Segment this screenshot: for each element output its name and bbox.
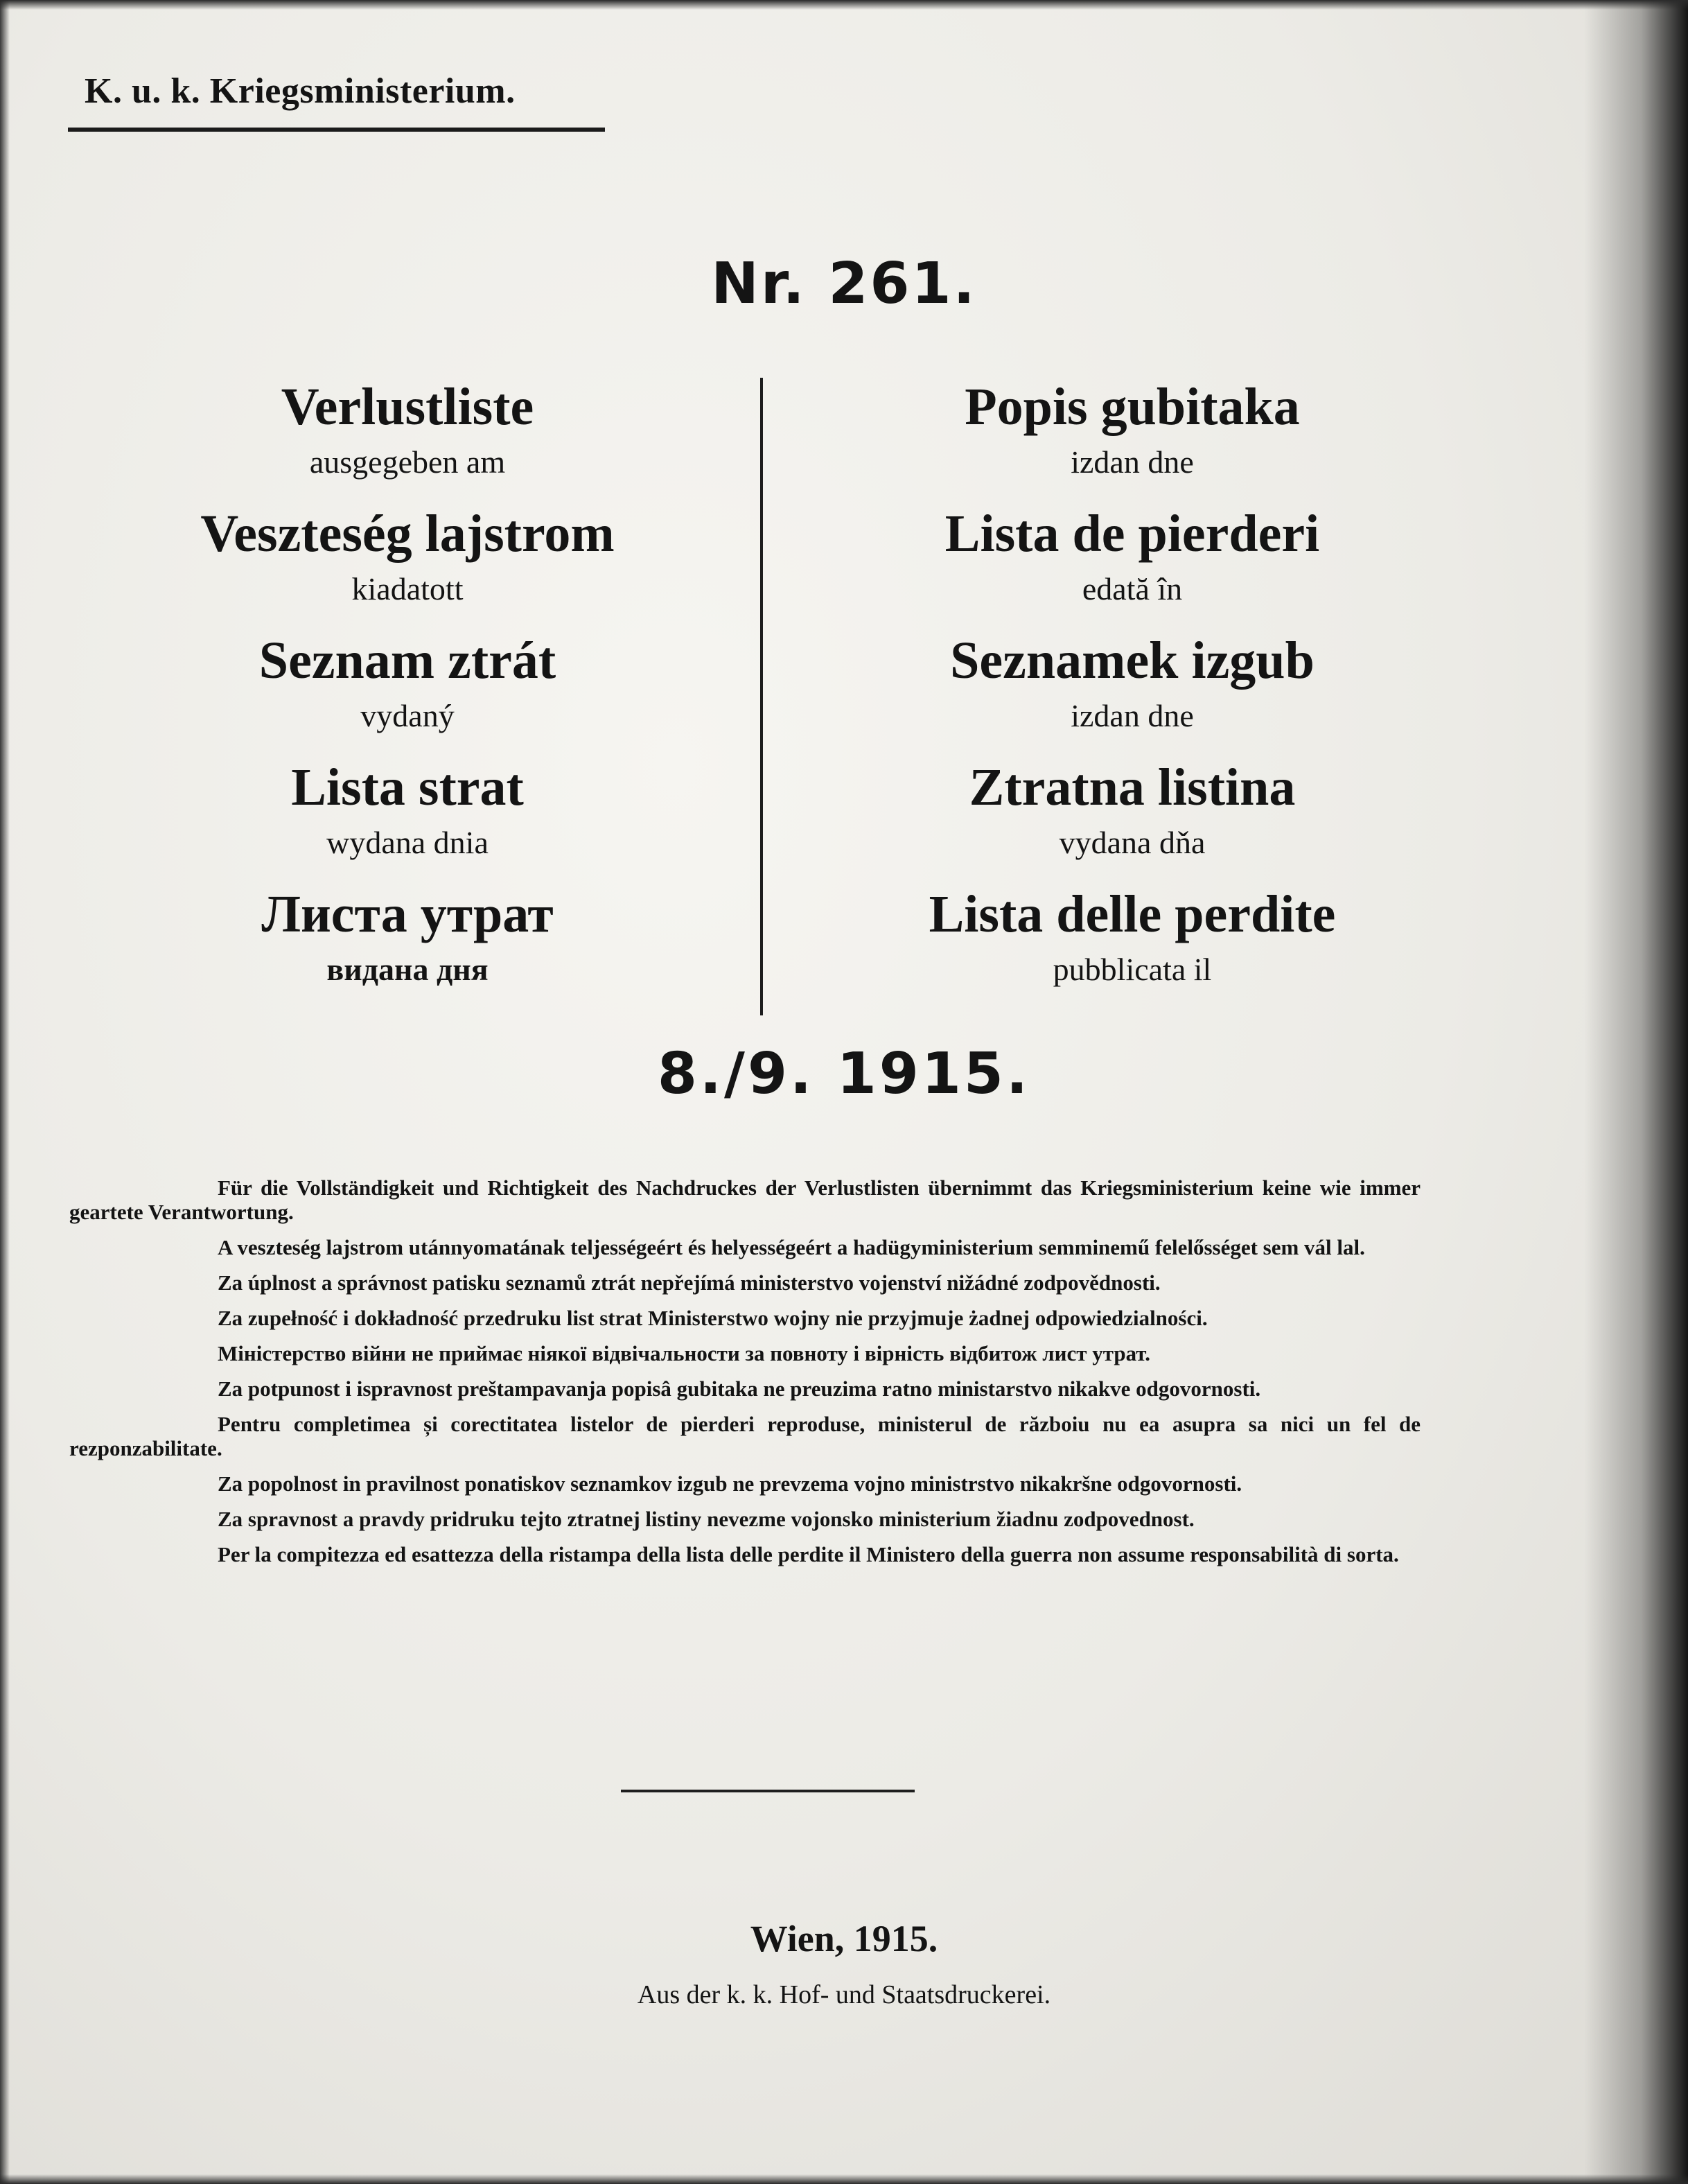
subtitle-german: ausgegeben am: [309, 444, 506, 480]
footer-divider: [621, 1790, 915, 1792]
title-block-polish: [96, 755, 719, 882]
ministry-header: K. u. k. Kriegsministerium.: [85, 71, 516, 111]
subtitle-croatian: izdan dne: [1071, 444, 1194, 480]
title-italian: Lista delle perdite: [929, 885, 1336, 943]
disclaimer-slovak: Za spravnost a pravdy pridruku tejto ztratnej listiny nevezme vojonsko ministerium žiadnu zodpovednost.: [218, 1507, 1195, 1531]
disclaimer-polish: Za zupełność i dokładność przedruku list strat Ministerstwo wojny nie przyjmuje żadnej odpowiedzialności.: [218, 1306, 1208, 1330]
issue-number: Nr. 261.: [711, 251, 977, 317]
header-underline: [68, 128, 605, 132]
scan-edge-bottom: [0, 2174, 1688, 2184]
disclaimer-romanian: Pentru completimea și corectitatea listelor de pierderi reproduse, ministerul de războiu nu ea asupra sa nici un fel de rezponzabilitate.: [69, 1412, 1421, 1460]
title-block-croatian: [820, 374, 1444, 501]
disclaimer-section: [69, 1176, 1421, 1578]
subtitle-ukrainian: видана дня: [326, 952, 489, 987]
title-block-czech: [96, 628, 719, 755]
title-slovene: Seznamek izgub: [950, 631, 1315, 690]
imprint-place-year: Wien, 1915.: [750, 1918, 938, 1959]
title-block-romanian: [820, 501, 1444, 628]
subtitle-czech: vydaný: [360, 698, 455, 733]
title-slovak: Ztratna listina: [969, 758, 1296, 816]
title-polish: Lista strat: [291, 758, 524, 816]
disclaimer-german: Für die Vollständigkeit und Richtigkeit des Nachdruckes der Verlustlisten übernimmt das Kriegsministerium keine wie immer geartete Verantwortung.: [69, 1176, 1421, 1224]
title-block-italian: [820, 882, 1444, 1008]
imprint-printer: Aus der k. k. Hof- und Staatsdruckerei.: [637, 1980, 1051, 2009]
issue-date: 8./9. 1915.: [657, 1041, 1031, 1107]
disclaimer-italian: Per la compitezza ed esattezza della ristampa della lista delle perdite il Ministero della guerra non assume responsabilità di sorta.: [218, 1542, 1399, 1566]
column-divider: [760, 378, 763, 1015]
title-block-german: [96, 374, 719, 501]
disclaimer-croatian: Za potpunost i ispravnost preštampavanja popisâ gubitaka ne preuzima ratno ministarstvo nikakve odgovornosti.: [218, 1377, 1261, 1401]
subtitle-slovene: izdan dne: [1071, 698, 1194, 733]
subtitle-slovak: vydana dňa: [1059, 825, 1206, 860]
subtitle-romanian: edată în: [1082, 571, 1183, 606]
title-german: Verlustliste: [281, 378, 534, 436]
titles-left-column: [96, 374, 719, 1008]
title-block-slovak: [820, 755, 1444, 882]
scan-edge-top: [0, 0, 1688, 10]
title-croatian: Popis gubitaka: [965, 378, 1300, 436]
title-ukrainian: Листа утрат: [261, 885, 554, 943]
subtitle-italian: pubblicata il: [1053, 952, 1212, 987]
subtitle-polish: wydana dnia: [326, 825, 489, 860]
title-block-ukrainian: [96, 882, 719, 1008]
titles-right-column: [820, 374, 1444, 1008]
subtitle-hungarian: kiadatott: [351, 571, 464, 606]
title-block-hungarian: [96, 501, 719, 628]
disclaimer-hungarian: A veszteség lajstrom utánnyomatának teljességeért és helyességeért a hadügyministerium semminemű felelősséget sem vál lal.: [218, 1235, 1365, 1259]
title-czech: Seznam ztrát: [258, 631, 556, 690]
disclaimer-ukrainian: Міністерство війни не приймає ніякої відвічальности за повноту і вірність відбитож лист утрат.: [218, 1341, 1150, 1365]
title-romanian: Lista de pierderi: [944, 505, 1320, 563]
title-hungarian: Veszteség lajstrom: [200, 505, 615, 563]
title-block-slovene: [820, 628, 1444, 755]
disclaimer-slovene: Za popolnost in pravilnost ponatiskov seznamkov izgub ne prevzema vojno ministrstvo nikakršne odgovornosti.: [218, 1471, 1242, 1496]
disclaimer-czech: Za úplnost a správnost patisku seznamů ztrát nepřejímá ministerstvo vojenství nižádné zodpovědnosti.: [218, 1270, 1161, 1295]
